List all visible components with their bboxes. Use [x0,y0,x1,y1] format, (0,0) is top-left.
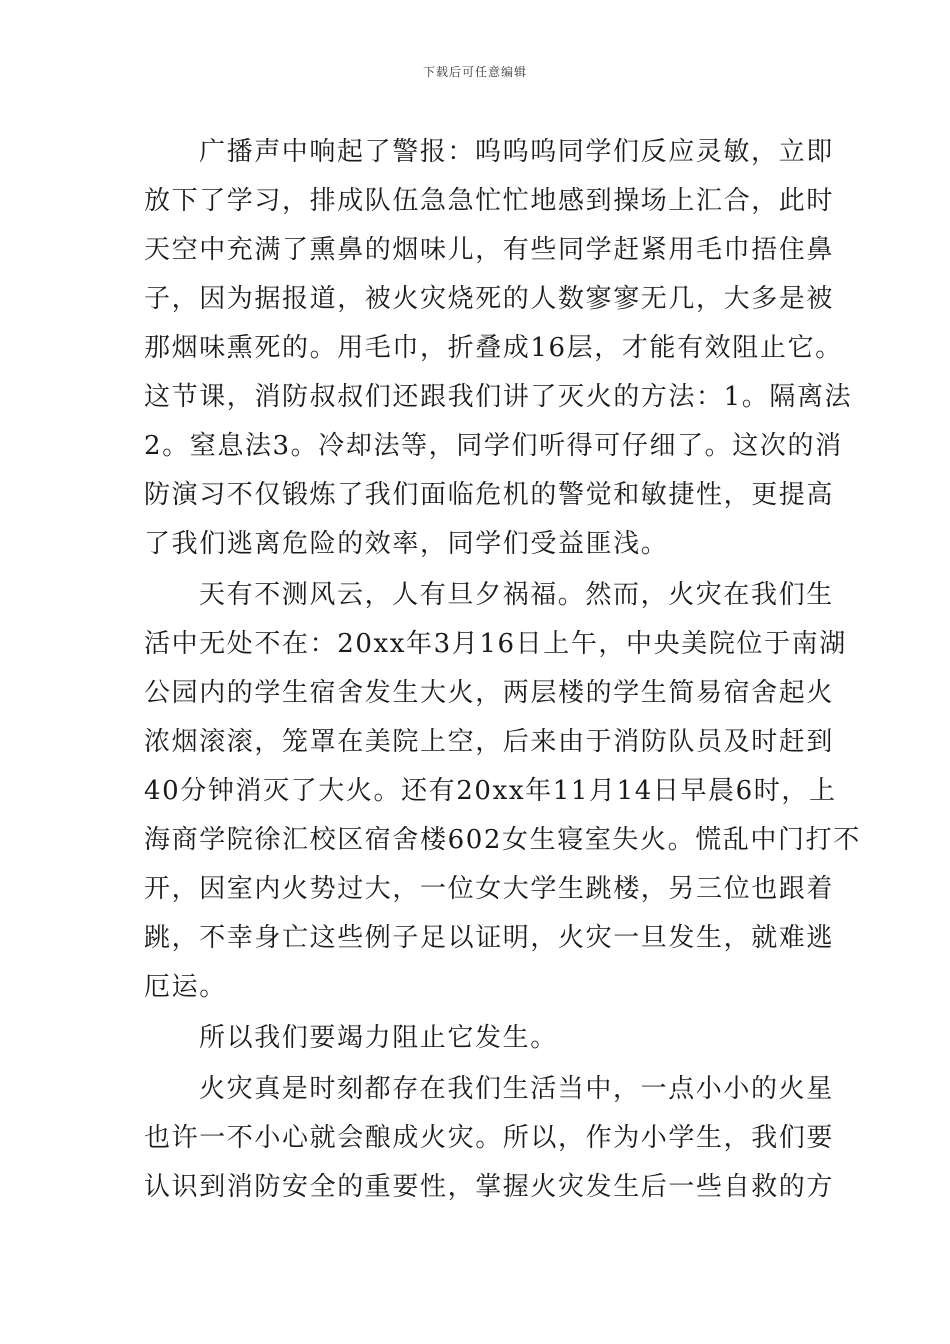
text-line: 这节课，消防叔叔们还跟我们讲了灭火的方法：1。隔离法 [144,382,853,412]
text-line: 40分钟消灭了大火。还有20xx年11月14日早晨6时，上 [144,776,837,806]
text-line: 认识到消防安全的重要性，掌握火灾发生后一些自救的方 [144,1172,835,1202]
paragraph-4 [144,1065,835,1212]
paragraph-2 [144,571,861,1012]
text-line: 公园内的学生宿舍发生大火，两层楼的学生简易宿舍起火 [144,678,835,708]
text-line: 所以我们要竭力阻止它发生。 [199,1023,558,1053]
text-line: 也许一不小心就会酿成火灾。所以，作为小学生，我们要 [144,1123,835,1153]
text-line: 活中无处不在：20xx年3月16日上午，中央美院位于南湖 [144,629,847,659]
text-line: 了我们逃离危险的效率，同学们受益匪浅。 [144,529,669,559]
text-line: 浓烟滚滚，笼罩在美院上空，后来由于消防队员及时赶到 [144,727,835,757]
text-line: 放下了学习，排成队伍急急忙忙地感到操场上汇合，此时 [144,186,835,216]
text-line: 开，因室内火势过大，一位女大学生跳楼，另三位也跟着 [144,874,835,904]
page-header: 下载后可任意编辑 [422,65,527,79]
text-line: 防演习不仅锻炼了我们面临危机的警觉和敏捷性，更提高 [144,480,835,510]
text-line: 那烟味熏死的。用毛巾，折叠成16层，才能有效阻止它。 [144,333,843,363]
document-body [144,128,861,1214]
text-line: 天空中充满了熏鼻的烟味儿，有些同学赶紧用毛巾捂住鼻 [144,235,835,265]
text-line: 厄运。 [144,972,227,1002]
text-line: 2。窒息法3。冷却法等，同学们听得可仔细了。这次的消 [144,431,843,461]
text-line: 跳，不幸身亡这些例子足以证明，火灾一旦发生，就难逃 [144,923,835,953]
text-line: 子，因为据报道，被火灾烧死的人数寥寥无几，大多是被 [144,284,835,314]
text-line: 广播声中响起了警报：呜呜呜同学们反应灵敏，立即 [199,137,834,167]
paragraph-1 [144,128,853,569]
text-line: 火灾真是时刻都存在我们生活当中，一点小小的火星 [199,1074,834,1104]
paragraph-3 [144,1014,808,1063]
text-line: 天有不测风云，人有旦夕祸福。然而，火灾在我们生 [199,580,834,610]
text-line: 海商学院徐汇校区宿舍楼602女生寝室失火。慌乱中门打不 [144,825,861,855]
